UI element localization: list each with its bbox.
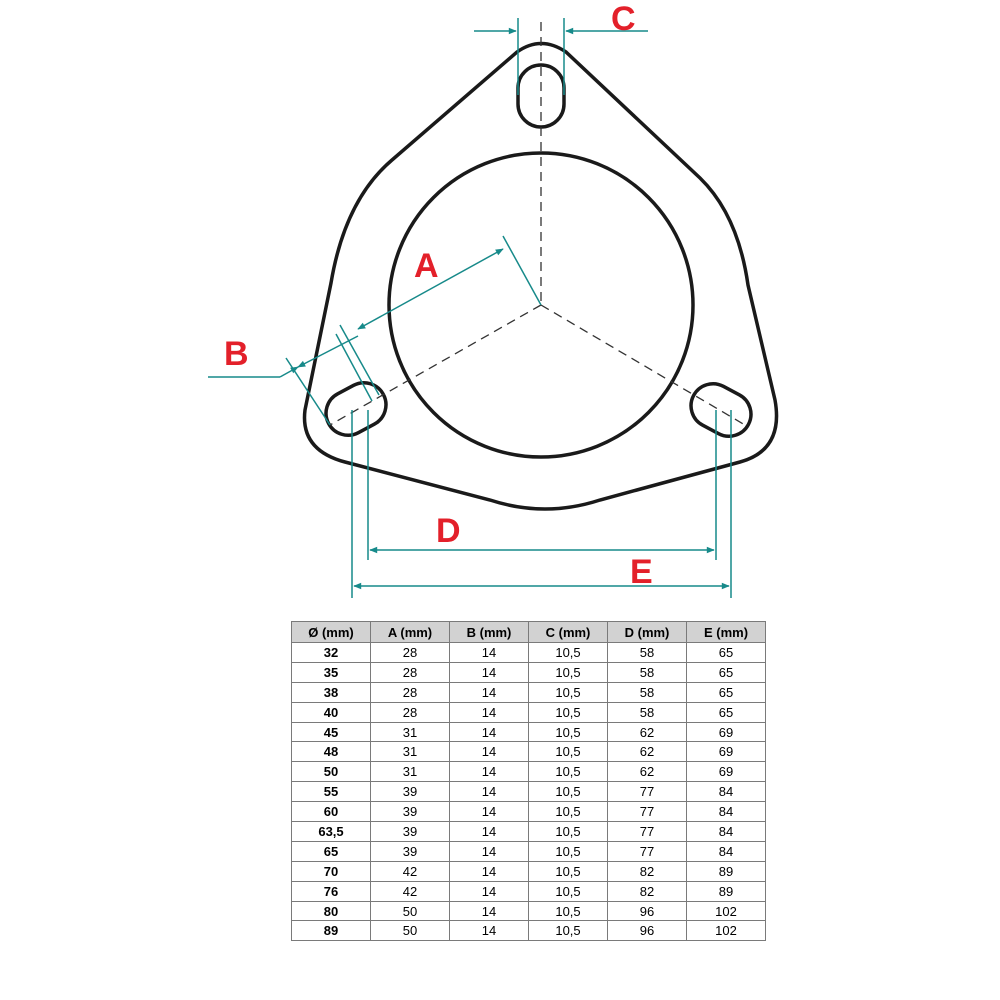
table-row [292,881,766,901]
cell-e: 65 [687,702,766,722]
cell-d: 77 [608,841,687,861]
cell-c: 10,5 [529,742,608,762]
label-d: D [436,512,461,550]
cell-b: 14 [450,742,529,762]
cell-e: 84 [687,841,766,861]
cell-a: 31 [371,762,450,782]
cell-b: 14 [450,802,529,822]
cell-a: 42 [371,861,450,881]
cell-diameter: 55 [292,782,371,802]
cell-d: 82 [608,881,687,901]
table-row [292,702,766,722]
cell-d: 58 [608,643,687,663]
cell-d: 62 [608,722,687,742]
cell-e: 69 [687,762,766,782]
table-header-row [292,622,766,643]
cell-e: 65 [687,662,766,682]
cell-diameter: 89 [292,921,371,941]
table-row [292,722,766,742]
center-lines [330,22,745,425]
cell-diameter: 40 [292,702,371,722]
cell-e: 69 [687,722,766,742]
header-b: B (mm) [450,622,529,643]
cell-a: 39 [371,782,450,802]
cell-diameter: 63,5 [292,822,371,842]
cell-b: 14 [450,662,529,682]
cell-a: 50 [371,901,450,921]
cell-c: 10,5 [529,702,608,722]
cell-c: 10,5 [529,921,608,941]
cell-e: 89 [687,881,766,901]
cell-d: 82 [608,861,687,881]
cell-diameter: 80 [292,901,371,921]
table-row [292,782,766,802]
cell-e: 84 [687,782,766,802]
cell-diameter: 65 [292,841,371,861]
cell-e: 89 [687,861,766,881]
cell-diameter: 38 [292,682,371,702]
cell-c: 10,5 [529,722,608,742]
cell-diameter: 50 [292,762,371,782]
cell-c: 10,5 [529,861,608,881]
cell-b: 14 [450,722,529,742]
cell-c: 10,5 [529,802,608,822]
cell-d: 62 [608,762,687,782]
table-row [292,901,766,921]
table-row [292,762,766,782]
cell-d: 96 [608,901,687,921]
dimension-table-wrapper [291,621,766,941]
cell-c: 10,5 [529,822,608,842]
cell-c: 10,5 [529,762,608,782]
cell-a: 28 [371,702,450,722]
cell-a: 50 [371,921,450,941]
header-diameter: Ø (mm) [292,622,371,643]
cell-c: 10,5 [529,782,608,802]
cell-a: 42 [371,881,450,901]
cell-a: 39 [371,841,450,861]
bolt-slot-right [683,376,758,444]
table-body [292,643,766,941]
cell-b: 14 [450,782,529,802]
header-d: D (mm) [608,622,687,643]
cell-e: 65 [687,682,766,702]
table-row [292,921,766,941]
cell-b: 14 [450,921,529,941]
cell-e: 69 [687,742,766,762]
cell-d: 77 [608,782,687,802]
cell-e: 84 [687,822,766,842]
cell-b: 14 [450,682,529,702]
cell-b: 14 [450,762,529,782]
cell-e: 102 [687,921,766,941]
cell-diameter: 35 [292,662,371,682]
header-e: E (mm) [687,622,766,643]
cell-b: 14 [450,841,529,861]
cell-c: 10,5 [529,682,608,702]
table-row [292,662,766,682]
header-a: A (mm) [371,622,450,643]
dimension-e [352,410,731,598]
cell-c: 10,5 [529,643,608,663]
cell-d: 77 [608,822,687,842]
dimension-d [368,410,716,560]
cell-a: 39 [371,822,450,842]
label-b: B [224,335,249,373]
label-e: E [630,553,653,591]
cell-b: 14 [450,901,529,921]
label-c: C [611,0,636,38]
cell-d: 58 [608,702,687,722]
cell-diameter: 76 [292,881,371,901]
cell-diameter: 60 [292,802,371,822]
cell-c: 10,5 [529,901,608,921]
cell-b: 14 [450,643,529,663]
cell-a: 39 [371,802,450,822]
cell-diameter: 48 [292,742,371,762]
cell-a: 28 [371,662,450,682]
cell-d: 77 [608,802,687,822]
cell-a: 31 [371,742,450,762]
cell-e: 102 [687,901,766,921]
cell-d: 58 [608,682,687,702]
cell-d: 62 [608,742,687,762]
cell-diameter: 32 [292,643,371,663]
cell-d: 96 [608,921,687,941]
table-row [292,802,766,822]
cell-a: 28 [371,682,450,702]
cell-b: 14 [450,702,529,722]
cell-b: 14 [450,861,529,881]
table-row [292,861,766,881]
cell-d: 58 [608,662,687,682]
label-a: A [414,247,439,285]
cell-diameter: 70 [292,861,371,881]
cell-diameter: 45 [292,722,371,742]
cell-c: 10,5 [529,662,608,682]
dimension-table [291,621,766,941]
cell-b: 14 [450,822,529,842]
cell-c: 10,5 [529,881,608,901]
cell-a: 28 [371,643,450,663]
cell-a: 31 [371,722,450,742]
cell-e: 84 [687,802,766,822]
dimension-a [340,236,541,395]
cell-b: 14 [450,881,529,901]
table-row [292,742,766,762]
table-row [292,841,766,861]
cell-e: 65 [687,643,766,663]
table-row [292,682,766,702]
table-row [292,822,766,842]
cell-c: 10,5 [529,841,608,861]
bolt-slot-left [318,375,393,443]
header-c: C (mm) [529,622,608,643]
table-row [292,643,766,663]
